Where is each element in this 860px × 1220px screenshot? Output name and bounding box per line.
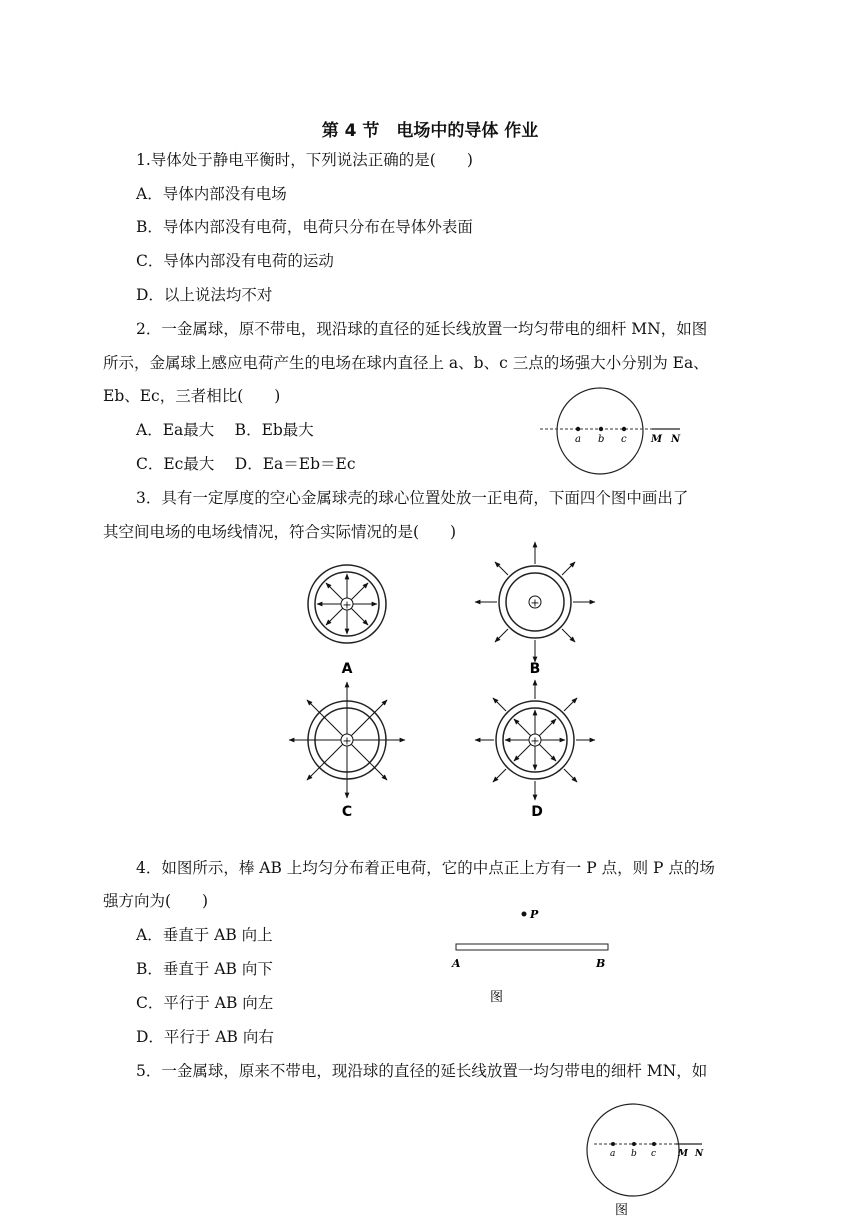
- point-a: [611, 1142, 615, 1146]
- label-n: N: [695, 1149, 704, 1159]
- fig-caption: 图: [490, 990, 504, 1005]
- q3-line1: 3．具有一定厚度的空心金属球壳的球心位置处放一正电荷，下面四个图中画出了: [136, 489, 689, 507]
- q2-line3: Eb、Ec，三者相比( ): [103, 387, 281, 405]
- figure-b: [475, 542, 595, 662]
- fig-label-b: B: [529, 661, 541, 677]
- label-a: a: [610, 1149, 616, 1159]
- q1-option-a: A．导体内部没有电场: [136, 185, 287, 203]
- q4-line1: 4．如图所示，棒 AB 上均匀分布着正电荷，它的中点正上方有一 P 点，则 P 点的场: [136, 859, 715, 877]
- q4-line2: 强方向为( ): [103, 892, 209, 910]
- fig-caption: 图: [615, 1203, 629, 1218]
- fig-label-a: A: [341, 661, 353, 677]
- q1-stem: 1.导体处于静电平衡时，下列说法正确的是( ): [136, 151, 473, 169]
- q2-option-ab: A．Ea最大 B．Eb最大: [136, 421, 314, 439]
- q4-option-d: D．平行于 AB 向右: [136, 1028, 274, 1046]
- point-b: [632, 1142, 636, 1146]
- fig-label-d: D: [531, 804, 543, 820]
- q3-line2: 其空间电场的电场线情况，符合实际情况的是( ): [103, 523, 457, 541]
- q4-option-a: A．垂直于 AB 向上: [136, 926, 273, 944]
- q1-option-c: C．导体内部没有电荷的运动: [136, 252, 334, 270]
- point-p: [522, 912, 527, 917]
- fig-label-c: C: [341, 804, 353, 820]
- q1-option-b: B．导体内部没有电荷，电荷只分布在导体外表面: [136, 218, 473, 236]
- q5-figure: [586, 1100, 756, 1220]
- label-n: N: [671, 434, 681, 445]
- point-a: [576, 427, 580, 431]
- q2-figure: [540, 386, 710, 476]
- q4-figure: [448, 905, 618, 1005]
- q2-line1: 2．一金属球，原不带电，现沿球的直径的延长线放置一均匀带电的细杆 MN，如图: [136, 320, 708, 338]
- page-title: 第 4 节 电场中的导体 作业: [321, 121, 539, 141]
- label-a: A: [452, 957, 461, 970]
- figure-a: [308, 565, 386, 643]
- point-c: [622, 427, 626, 431]
- figure-d: [475, 680, 595, 800]
- point-b: [599, 427, 603, 431]
- metal-sphere: [557, 388, 643, 474]
- label-p: P: [530, 908, 539, 921]
- label-b: b: [631, 1149, 637, 1159]
- label-c: c: [621, 434, 627, 445]
- q1-option-d: D．以上说法均不对: [136, 286, 273, 304]
- q2-line2: 所示，金属球上感应电荷产生的电场在球内直径上 a、b、c 三点的场强大小分别为 Ea、: [103, 354, 709, 372]
- charge-symbol-d: +: [530, 734, 540, 748]
- q2-option-cd: C．Ec最大 D．Ea＝Eb＝Ec: [136, 455, 356, 473]
- charge-symbol-b: +: [530, 596, 540, 610]
- figure-c: [289, 682, 405, 798]
- q5-line1: 5．一金属球，原来不带电，现沿球的直径的延长线放置一均匀带电的细杆 MN，如: [136, 1062, 708, 1080]
- charge-symbol-a: +: [342, 598, 352, 612]
- label-b: b: [598, 434, 605, 445]
- q3-figures: [280, 540, 620, 830]
- q4-option-b: B．垂直于 AB 向下: [136, 960, 273, 978]
- label-b: B: [596, 957, 606, 970]
- label-a: a: [575, 434, 581, 445]
- label-m: M: [678, 1149, 688, 1159]
- rod-ab: [456, 944, 608, 950]
- label-m: M: [651, 434, 663, 445]
- q4-option-c: C．平行于 AB 向左: [136, 994, 274, 1012]
- label-c: c: [651, 1149, 657, 1159]
- point-c: [652, 1142, 656, 1146]
- charge-symbol-c: +: [342, 734, 352, 748]
